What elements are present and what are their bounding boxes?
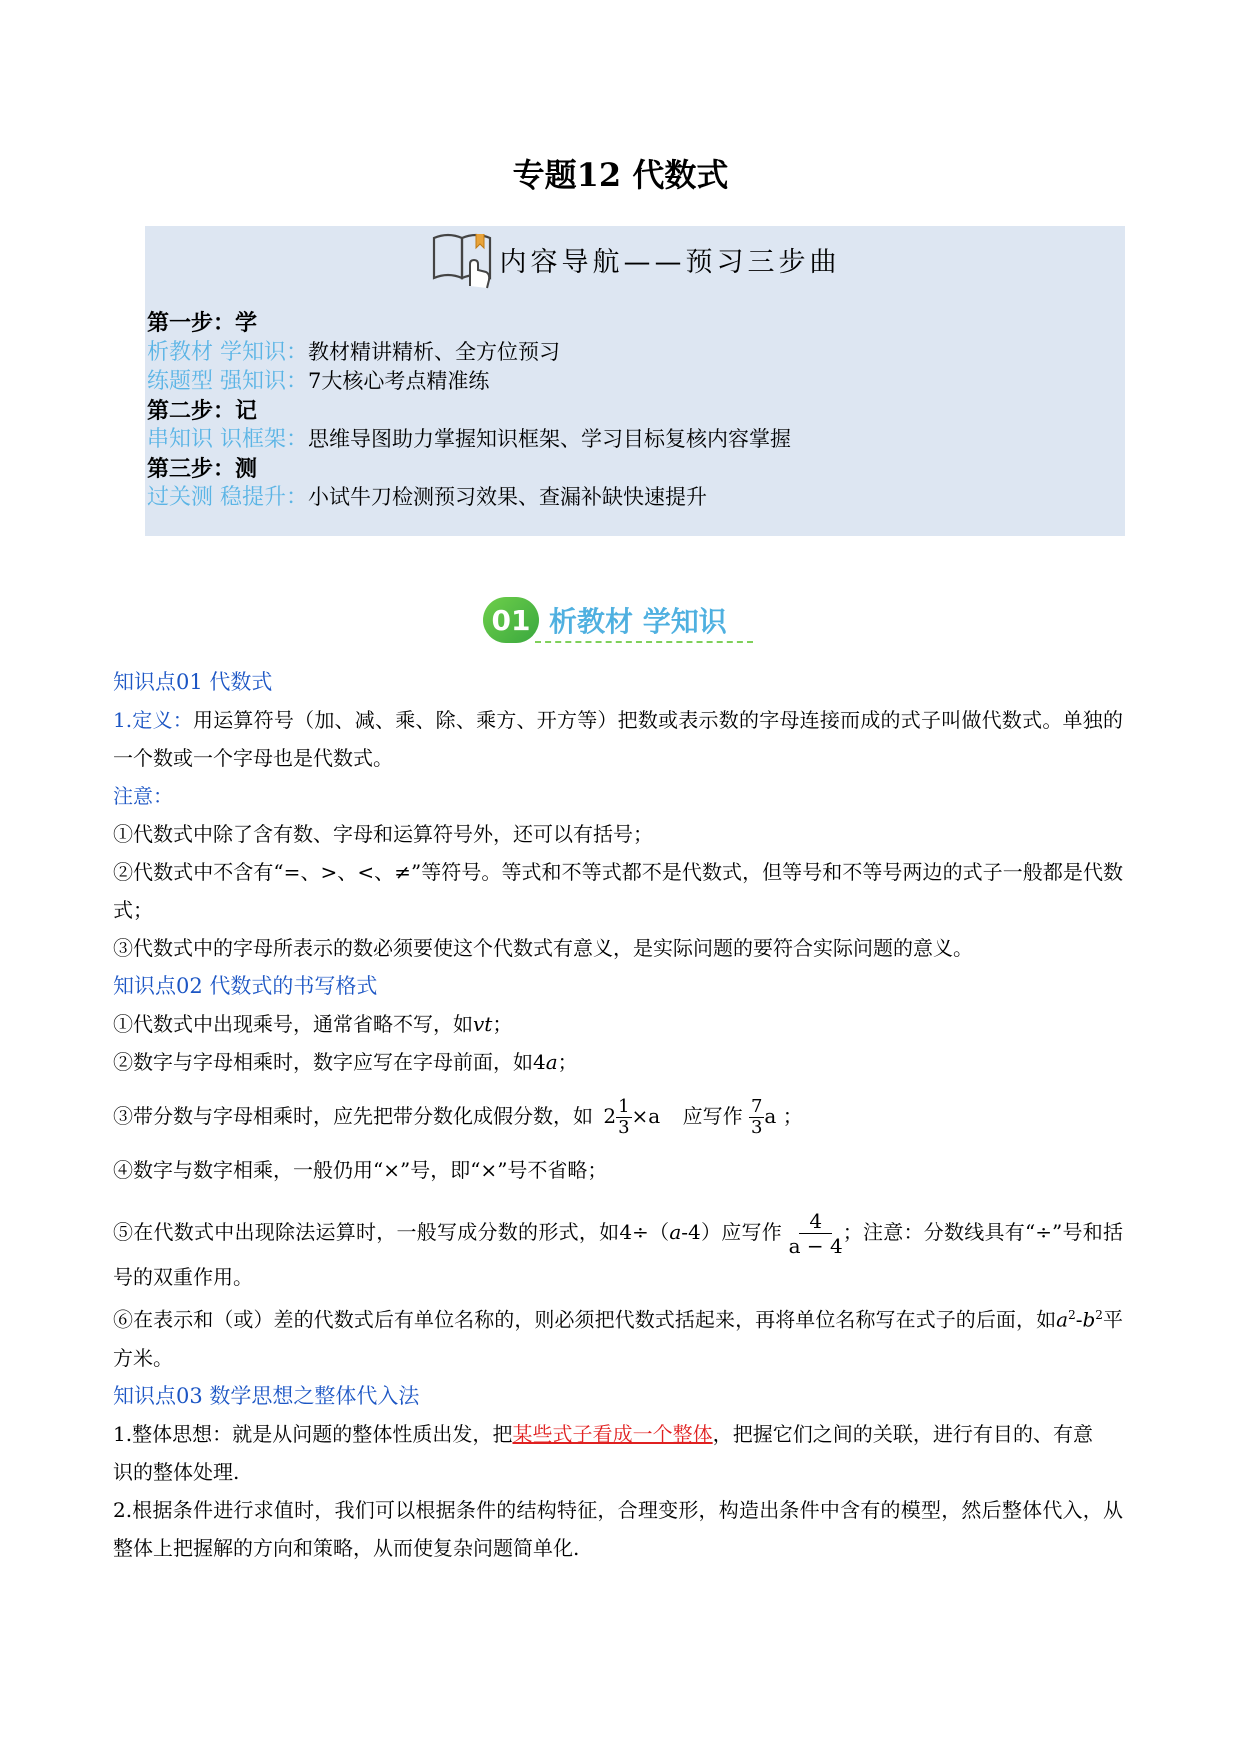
nav-item-text: 小试牛刀检测预习效果、查漏补缺快速提升 — [308, 485, 707, 509]
nav-item-2 — [147, 367, 791, 397]
navigation-header-text: 内容导航——预习三步曲 — [499, 246, 841, 278]
definition-label: 1.定义： — [113, 708, 193, 732]
knowledge-point-1-heading: 知识点01 代数式 — [113, 670, 273, 694]
section-dashed-divider — [535, 641, 753, 643]
rule-2 — [113, 1043, 1123, 1081]
paragraph-text: 1.整体思想：就是从问题的整体性质出发，把 — [113, 1421, 513, 1446]
note-item-2: ②代数式中不含有“=、>、<、≠”等符号。等式和不等式都不是代数式，但等号和不等号两边的式子一般都是代数式； — [113, 860, 1123, 922]
rule-5 — [113, 1209, 1123, 1296]
rule-4: ④数字与数字相乘，一般仍用“×”号，即“×”号不省略； — [113, 1158, 608, 1182]
fraction-numerator: 4 — [799, 1209, 832, 1234]
knowledge-point-3-heading: 知识点03 数学思想之整体代入法 — [113, 1383, 420, 1408]
highlighted-phrase: 某些式子看成一个整体 — [512, 1421, 713, 1446]
definition-paragraph — [113, 701, 1123, 777]
knowledge-point-2-heading: 知识点02 代数式的书写格式 — [113, 974, 378, 998]
rule-text: 平方米。 — [113, 1307, 1124, 1370]
exponent: 2 — [1068, 1308, 1076, 1322]
minus-sign: - — [1075, 1307, 1083, 1332]
nav-item-text: 7大核心考点精准练 — [308, 369, 490, 393]
nav-item-label: 析教材 学知识： — [147, 339, 308, 365]
rule-text: -4）应写作 — [681, 1220, 783, 1244]
section-title: 析教材 学知识 — [549, 605, 727, 638]
navigation-lines — [147, 309, 791, 513]
note-item-1: ①代数式中除了含有数、字母和运算符号外，还可以有括号； — [113, 822, 653, 846]
fraction-numerator: 1 — [618, 1096, 630, 1117]
main-content — [113, 663, 1123, 1567]
nav-item-1 — [147, 338, 791, 368]
mixed-number-expression — [603, 1096, 666, 1138]
mixed-tail: ×a — [631, 1104, 661, 1128]
rule-3 — [113, 1081, 1123, 1151]
rule-variable: vt — [473, 1012, 493, 1036]
note-label: 注意： — [113, 784, 173, 808]
section-badge — [483, 595, 727, 645]
rule-1 — [113, 1005, 1123, 1043]
content-navigation-box — [145, 226, 1125, 536]
fraction-denominator: a − 4 — [788, 1234, 843, 1258]
rule-text: 应写作 — [682, 1104, 743, 1128]
book-hand-icon — [430, 228, 496, 290]
navigation-header — [145, 226, 1125, 292]
nav-item-label: 串知识 识框架： — [147, 427, 308, 452]
nav-step-3: 第三步：测 — [147, 455, 258, 482]
definition-text: 用运算符号（加、减、乘、除、乘方、开方等）把数或表示数的字母连接而成的式子叫做代数式。单独的一个数或一个字母也是代数式。 — [113, 708, 1123, 770]
rule-text: ；注意：分数线具有“÷”号和括号的双重作用。 — [113, 1220, 1124, 1289]
nav-item-3 — [147, 425, 791, 455]
improper-fraction — [749, 1097, 764, 1138]
nav-step-1: 第一步：学 — [147, 310, 258, 336]
division-fraction — [789, 1209, 843, 1258]
rule-text: ； — [557, 1050, 578, 1074]
substitution-paragraph: 2.根据条件进行求值时，我们可以根据条件的结构特征，合理变形，构造出条件中含有的模型，然后整体代入，从整体上把握解的方向和策略，从而使复杂问题简单化. — [113, 1497, 1123, 1560]
note-item-3: ③代数式中的字母所表示的数必须要使这个代数式有意义，是实际问题的要符合实际问题的意义。 — [113, 936, 973, 960]
nav-item-4 — [147, 483, 791, 513]
nav-item-label: 过关测 稳提升： — [147, 485, 308, 510]
rule-text: ； — [782, 1104, 803, 1128]
fraction-numerator: 7 — [750, 1096, 763, 1117]
fraction-denominator: 3 — [750, 1117, 763, 1138]
nav-item-label: 练题型 强知识： — [147, 369, 308, 394]
holistic-thinking-paragraph — [113, 1415, 1093, 1491]
nav-item-text: 思维导图助力掌握知识框架、学习目标复核内容掌握 — [308, 427, 791, 451]
nav-step-2: 第二步：记 — [147, 397, 258, 424]
mixed-fraction — [616, 1097, 631, 1138]
fraction-denominator: 3 — [618, 1117, 630, 1138]
rule-text: ⑥在表示和（或）差的代数式后有单位名称的，则必须把代数式括起来，再将单位名称写在式子的后面，如 — [113, 1307, 1057, 1332]
rule-variable: a — [545, 1050, 558, 1074]
paragraph-text: ，把握它们之间的关联，进行有目的、有意识的整体处理. — [113, 1421, 1094, 1484]
rule-variable: a — [669, 1220, 682, 1244]
rule-text: ⑤在代数式中出现除法运算时，一般写成分数的形式，如4÷（ — [113, 1220, 670, 1244]
fraction-tail: a — [764, 1104, 777, 1128]
rule-6 — [113, 1296, 1123, 1377]
document-title: 专题12 代数式 — [512, 156, 729, 194]
section-number: 01 — [483, 597, 539, 643]
exponent: 2 — [1095, 1308, 1103, 1322]
nav-item-text: 教材精讲精析、全方位预习 — [308, 339, 560, 364]
rule-variable: a — [1056, 1307, 1069, 1332]
rule-text: ③带分数与字母相乘时，应先把带分数化成假分数，如 — [113, 1104, 593, 1128]
rule-text: ； — [492, 1012, 513, 1036]
rule-text: ②数字与字母相乘时，数字应写在字母前面，如4 — [113, 1050, 546, 1074]
rule-variable: b — [1082, 1307, 1096, 1332]
mixed-whole: 2 — [603, 1104, 617, 1128]
rule-text: ①代数式中出现乘号，通常省略不写，如 — [113, 1012, 473, 1036]
